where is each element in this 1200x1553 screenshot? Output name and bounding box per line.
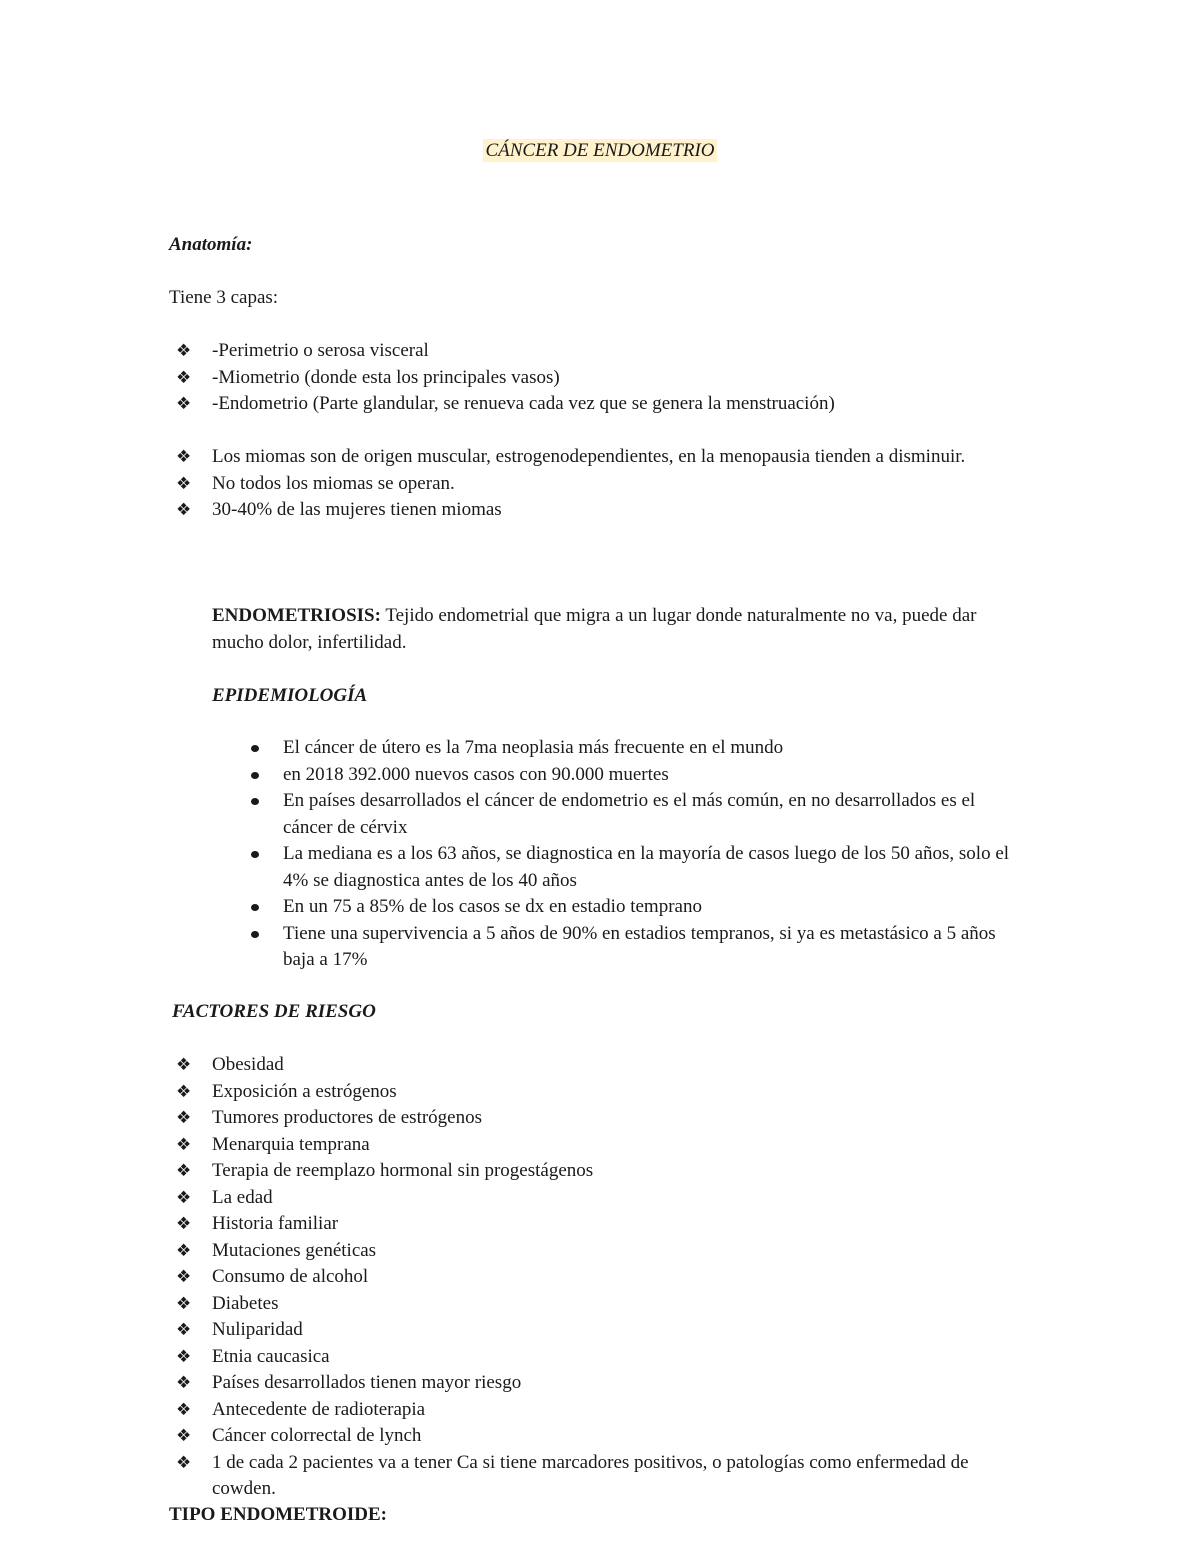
list-item-text: El cáncer de útero es la 7ma neoplasia más frecuente en el mundo: [283, 737, 784, 758]
list-item-text: Los miomas son de origen muscular, estrogenodependientes, en la menopausia tienden a disminuir.: [212, 446, 966, 467]
list-item: [169, 1238, 999, 1265]
list-item-text: Antecedente de radioterapia: [212, 1398, 426, 1420]
diamond-bullet-icon: ❖: [176, 394, 192, 414]
list-item: [169, 1370, 999, 1397]
list-item-text: Cáncer colorrectal de lynch: [212, 1425, 422, 1446]
list-item-text: Historia familiar: [212, 1213, 339, 1234]
tipo-endometroide-heading: TIPO ENDOMETROIDE:: [169, 1504, 387, 1525]
diamond-bullet-icon: ❖: [176, 1426, 192, 1446]
list-item-text: Terapia de reemplazo hormonal sin progestágenos: [212, 1160, 594, 1181]
list-item-text: Exposición a estrógenos: [212, 1080, 397, 1102]
diamond-bullet-icon: ❖: [176, 447, 192, 467]
diamond-bullet-icon: ❖: [176, 1108, 192, 1128]
diamond-bullet-icon: ❖: [176, 473, 192, 494]
factores-heading: FACTORES DE RIESGO: [172, 1001, 376, 1022]
list-item: [169, 1185, 999, 1212]
list-item-text: Etnia caucasica: [212, 1345, 330, 1367]
list-item-text: -Miometrio (donde esta los principales vasos): [212, 366, 560, 388]
diamond-bullet-icon: ❖: [176, 367, 192, 388]
list-item: [169, 1291, 999, 1318]
list-item-text: Tiene una supervivencia a 5 años de 90% en estadios tempranos, si ya es metastásico a 5 años baja a 17%: [283, 922, 996, 970]
diamond-bullet-icon: ❖: [176, 1346, 192, 1367]
anatomia-intro: Tiene 3 capas:: [169, 287, 279, 308]
list-item: [250, 788, 1010, 841]
list-item-text: Menarquia temprana: [212, 1133, 370, 1155]
list-item: [169, 1052, 999, 1079]
document-title: [0, 138, 1200, 165]
list-item: [169, 391, 999, 418]
list-item-text: Países desarrollados tienen mayor riesgo: [212, 1372, 522, 1393]
list-item-text: Diabetes: [212, 1292, 279, 1314]
miomas-list: [169, 444, 999, 524]
anatomia-heading: Anatomía:: [169, 234, 253, 255]
list-item: [250, 894, 1010, 921]
list-item: [169, 365, 999, 392]
list-item-text: 30-40% de las mujeres tienen miomas: [212, 499, 502, 520]
list-item: [250, 735, 1010, 762]
diamond-bullet-icon: ❖: [176, 1134, 192, 1155]
list-item: [169, 1450, 999, 1503]
list-item: [169, 1132, 999, 1159]
list-item-text: En países desarrollados el cáncer de endometrio es el más común, en no desarrollados es el cáncer de cérvix: [283, 790, 976, 838]
list-item-text: No todos los miomas se operan.: [212, 472, 455, 494]
round-bullet-icon: [251, 851, 259, 858]
round-bullet-icon: [251, 745, 259, 752]
list-item: [250, 921, 1010, 974]
diamond-bullet-icon: ❖: [176, 1373, 192, 1393]
list-item: [169, 1317, 999, 1344]
endometriosis-paragraph: [212, 603, 1002, 656]
list-item: [169, 1158, 999, 1185]
list-item: [169, 1105, 999, 1132]
list-item-text: Consumo de alcohol: [212, 1266, 369, 1287]
list-item: [169, 1211, 999, 1238]
list-item-text: En un 75 a 85% de los casos se dx en estadio temprano: [283, 896, 702, 917]
list-item: [169, 338, 999, 365]
list-item-text: Tumores productores de estrógenos: [212, 1107, 483, 1128]
list-item: [169, 1344, 999, 1371]
diamond-bullet-icon: ❖: [176, 500, 192, 520]
list-item-text: La edad: [212, 1186, 273, 1208]
round-bullet-icon: [251, 772, 259, 779]
endometriosis-text: Tejido endometrial que migra a un lugar donde naturalmente no va, puede dar mucho dolor, infertilidad.: [212, 605, 977, 653]
diamond-bullet-icon: ❖: [176, 1399, 192, 1420]
list-item: [250, 841, 1010, 894]
list-item: [169, 471, 999, 498]
list-item-text: Nuliparidad: [212, 1319, 303, 1340]
list-item: [169, 1264, 999, 1291]
diamond-bullet-icon: ❖: [176, 1240, 192, 1261]
factores-list: [169, 1052, 999, 1503]
diamond-bullet-icon: ❖: [176, 1320, 192, 1340]
diamond-bullet-icon: ❖: [176, 1452, 192, 1473]
diamond-bullet-icon: ❖: [176, 1081, 192, 1102]
diamond-bullet-icon: ❖: [176, 1055, 192, 1075]
diamond-bullet-icon: ❖: [176, 1293, 192, 1314]
list-item-text: Obesidad: [212, 1054, 284, 1075]
list-item-text: en 2018 392.000 nuevos casos con 90.000 muertes: [283, 763, 669, 785]
diamond-bullet-icon: ❖: [176, 341, 192, 361]
diamond-bullet-icon: ❖: [176, 1161, 192, 1181]
diamond-bullet-icon: ❖: [176, 1214, 192, 1234]
list-item: [250, 762, 1010, 789]
list-item: [169, 444, 999, 471]
list-item: [169, 497, 999, 524]
list-item-text: Mutaciones genéticas: [212, 1239, 377, 1261]
diamond-bullet-icon: ❖: [176, 1267, 192, 1287]
list-item-text: -Perimetrio o serosa visceral: [212, 340, 429, 361]
list-item-text: 1 de cada 2 pacientes va a tener Ca si tiene marcadores positivos, o patologías como enfermedad de cowden.: [212, 1451, 969, 1499]
list-item-text: La mediana es a los 63 años, se diagnostica en la mayoría de casos luego de los 50 años, solo el 4% se diagnostica antes de los 40 años: [283, 843, 1010, 891]
layers-list: [169, 338, 999, 418]
round-bullet-icon: [251, 931, 259, 938]
list-item-text: -Endometrio (Parte glandular, se renueva cada vez que se genera la menstruación): [212, 393, 835, 414]
list-item: [169, 1423, 999, 1450]
round-bullet-icon: [251, 798, 259, 805]
list-item: [169, 1397, 999, 1424]
endometriosis-label: ENDOMETRIOSIS:: [212, 605, 381, 626]
epidemiologia-heading: EPIDEMIOLOGÍA: [212, 685, 368, 706]
list-item: [169, 1079, 999, 1106]
title-highlight: CÁNCER DE ENDOMETRIO: [485, 140, 715, 161]
diamond-bullet-icon: ❖: [176, 1187, 192, 1208]
epidemiologia-list: [250, 735, 1010, 974]
round-bullet-icon: [251, 904, 259, 911]
